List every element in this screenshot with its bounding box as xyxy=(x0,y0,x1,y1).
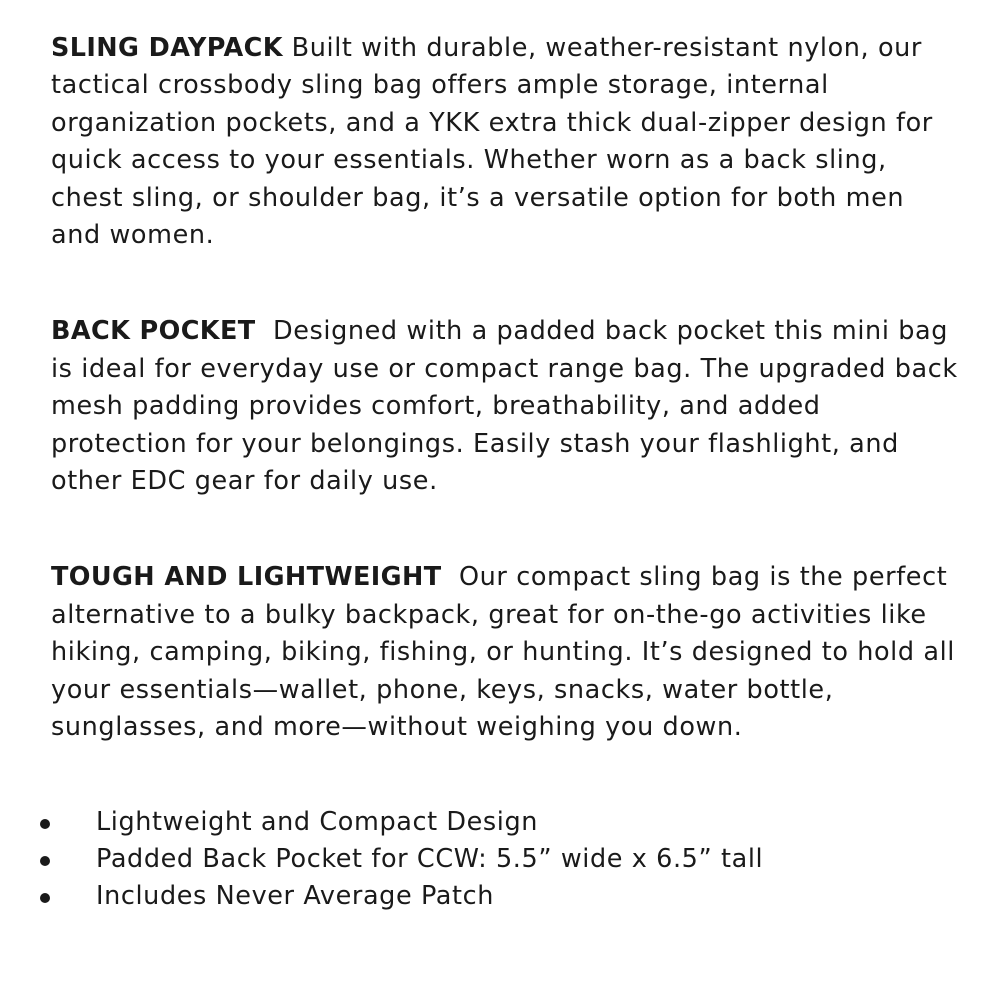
section-title: SLING DAYPACK xyxy=(51,33,283,63)
section-body: Designed with a padded back pocket this mini bag is ideal for everyday use or compact range bag. The upgraded back mesh padding provides comfort, breathability, and added protection for your belongings. Easily stash your flashlight, and other EDC gear for daily use. xyxy=(51,316,958,497)
section-title: BACK POCKET xyxy=(51,316,256,347)
product-description xyxy=(51,30,961,916)
bullet-icon xyxy=(40,856,50,866)
bullet-icon xyxy=(40,819,50,829)
section-tough-and-lightweight xyxy=(51,559,961,746)
feature-text: Includes Never Average Patch xyxy=(96,881,495,912)
section-body: Our compact sling bag is the perfect alternative to a bulky backpack, great for on-the-go activities like hiking, camping, biking, fishing, or hunting. It’s designed to hold all your essentials—wallet, phone, keys, snacks, water bottle, sunglasses, and more—without weighing you down. xyxy=(51,562,955,743)
section-body: Built with durable, weather-resistant nylon, our tactical crossbody sling bag offers ample storage, internal organization pockets, and a YKK extra thick dual-zipper design for quick access to your essentials. Whether worn as a back sling, chest sling, or shoulder bag, it’s a versatile option for both men and women. xyxy=(51,33,933,251)
feature-list xyxy=(51,804,961,916)
section-back-pocket xyxy=(51,313,961,500)
list-item xyxy=(51,841,961,878)
feature-text: Padded Back Pocket for CCW: 5.5” wide x 6.5” tall xyxy=(96,843,764,874)
feature-text: Lightweight and Compact Design xyxy=(96,806,539,837)
bullet-icon xyxy=(40,893,50,903)
list-item xyxy=(51,878,961,915)
list-item xyxy=(51,804,961,841)
section-title: TOUGH AND LIGHTWEIGHT xyxy=(51,562,442,593)
section-sling-daypack xyxy=(51,30,961,254)
